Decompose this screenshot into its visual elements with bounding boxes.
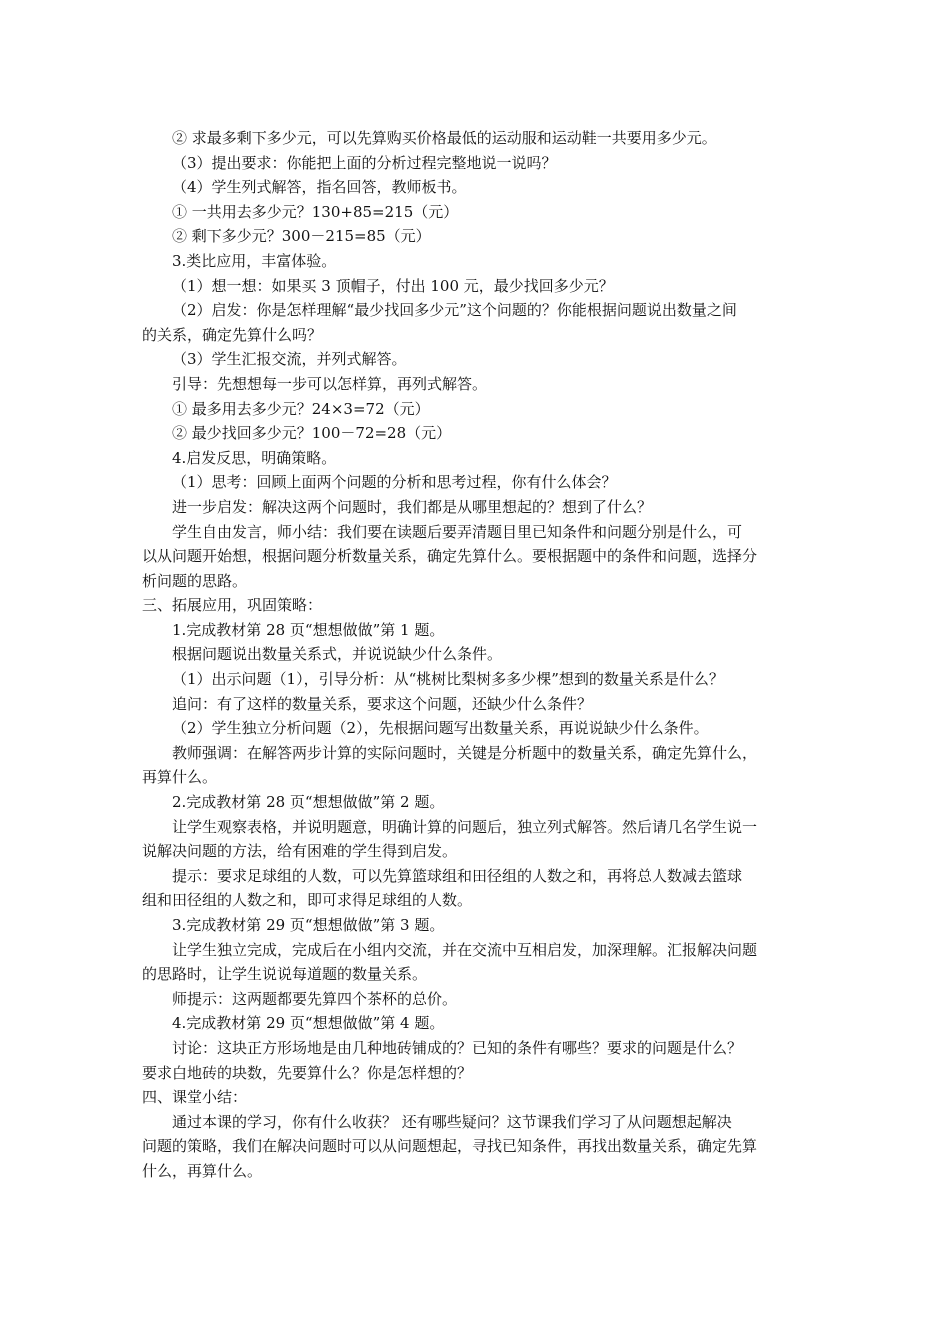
text-line: 的思路时，让学生说说每道题的数量关系。: [142, 965, 428, 984]
text-line: ① 最多用去多少元？24×3=72（元）: [172, 399, 430, 418]
text-line: （2）学生独立分析问题（2），先根据问题写出数量关系，再说说缺少什么条件。: [172, 719, 709, 738]
text-line: ② 求最多剩下多少元，可以先算购买价格最低的运动服和运动鞋一共要用多少元。: [172, 129, 717, 147]
text-line: 通过本课的学习，你有什么收获？ 还有哪些疑问？这节课我们学习了从问题想起解决: [172, 1112, 732, 1131]
text-line: （4）学生列式解答，指名回答，教师板书。: [172, 178, 467, 197]
text-line: ① 一共用去多少元？130+85=215（元）: [172, 202, 459, 221]
text-line: 教师强调：在解答两步计算的实际问题时，关键是分析题中的数量关系，确定先算什么，: [172, 743, 758, 762]
text-line: 3.类比应用，丰富体验。: [172, 251, 337, 270]
text-line: 师提示：这两题都要先算四个茶杯的总价。: [172, 989, 458, 1008]
text-line: （3）提出要求：你能把上面的分析过程完整地说一说吗？: [172, 153, 557, 172]
text-line: 引导：先想想每一步可以怎样算，再列式解答。: [172, 374, 488, 393]
text-line: 4.启发反思，明确策略。: [172, 448, 337, 467]
text-line: 三、拓展应用，巩固策略：: [142, 596, 323, 615]
text-line: 1.完成教材第 28 页“想想做做”第 1 题。: [172, 620, 445, 639]
text-line: 4.完成教材第 29 页“想想做做”第 4 题。: [172, 1014, 445, 1033]
text-line: 3.完成教材第 29 页“想想做做”第 3 题。: [172, 916, 445, 934]
text-line: 学生自由发言，师小结：我们要在读题后要弄清题目里已知条件和问题分别是什么，可: [172, 522, 743, 541]
text-line: 让学生观察表格，并说明题意，明确计算的问题后，独立列式解答。然后请几名学生说一: [172, 817, 758, 836]
text-line: 根据问题说出数量关系式，并说说缺少什么条件。: [172, 645, 503, 664]
text-line: （3）学生汇报交流，并列式解答。: [172, 350, 407, 369]
text-line: 再算什么。: [142, 768, 218, 787]
text-line: 问题的策略，我们在解决问题时可以从问题想起，寻找已知条件，再找出数量关系，确定先算: [142, 1137, 758, 1156]
text-line: ② 剩下多少元？300－215=85（元）: [172, 227, 431, 246]
text-line: 的关系，确定先算什么吗？: [142, 325, 323, 344]
text-line: 析问题的思路。: [142, 571, 248, 590]
text-line: 说解决问题的方法，给有困难的学生得到启发。: [142, 842, 458, 861]
text-line: 什么，再算什么。: [142, 1161, 263, 1180]
text-line: 让学生独立完成，完成后在小组内交流，并在交流中互相启发，加深理解。汇报解决问题: [172, 940, 758, 959]
document-body: [142, 126, 814, 1184]
text-line: （1）想一想：如果买 3 顶帽子，付出 100 元，最少找回多少元？: [172, 276, 614, 295]
text-line: 讨论：这块正方形场地是由几种地砖铺成的？已知的条件有哪些？要求的问题是什么？: [172, 1038, 743, 1057]
text-line: 提示：要求足球组的人数，可以先算篮球组和田径组的人数之和，再将总人数减去篮球: [172, 866, 743, 885]
text-line: 四、课堂小结：: [142, 1088, 248, 1107]
text-line: 追问：有了这样的数量关系，要求这个问题，还缺少什么条件？: [172, 694, 593, 713]
text-line: 组和田径组的人数之和，即可求得足球组的人数。: [142, 891, 473, 910]
text-line: 以从问题开始想，根据问题分析数量关系，确定先算什么。要根据题中的条件和问题，选择分: [142, 547, 758, 566]
text-line: （2）启发：你是怎样理解“最少找回多少元”这个问题的？你能根据问题说出数量之间: [172, 301, 737, 320]
text-line: ② 最少找回多少元？100－72=28（元）: [172, 424, 452, 443]
text-line: 2.完成教材第 28 页“想想做做”第 2 题。: [172, 793, 445, 812]
text-line: （1）出示问题（1），引导分析：从“桃树比梨树多多少棵”想到的数量关系是什么？: [172, 670, 724, 689]
text-line: 进一步启发：解决这两个问题时，我们都是从哪里想起的？想到了什么？: [172, 497, 653, 516]
text-line: 要求白地砖的块数，先要算什么？你是怎样想的？: [142, 1063, 473, 1082]
text-line: （1）思考：回顾上面两个问题的分析和思考过程，你有什么体会？: [172, 473, 617, 492]
